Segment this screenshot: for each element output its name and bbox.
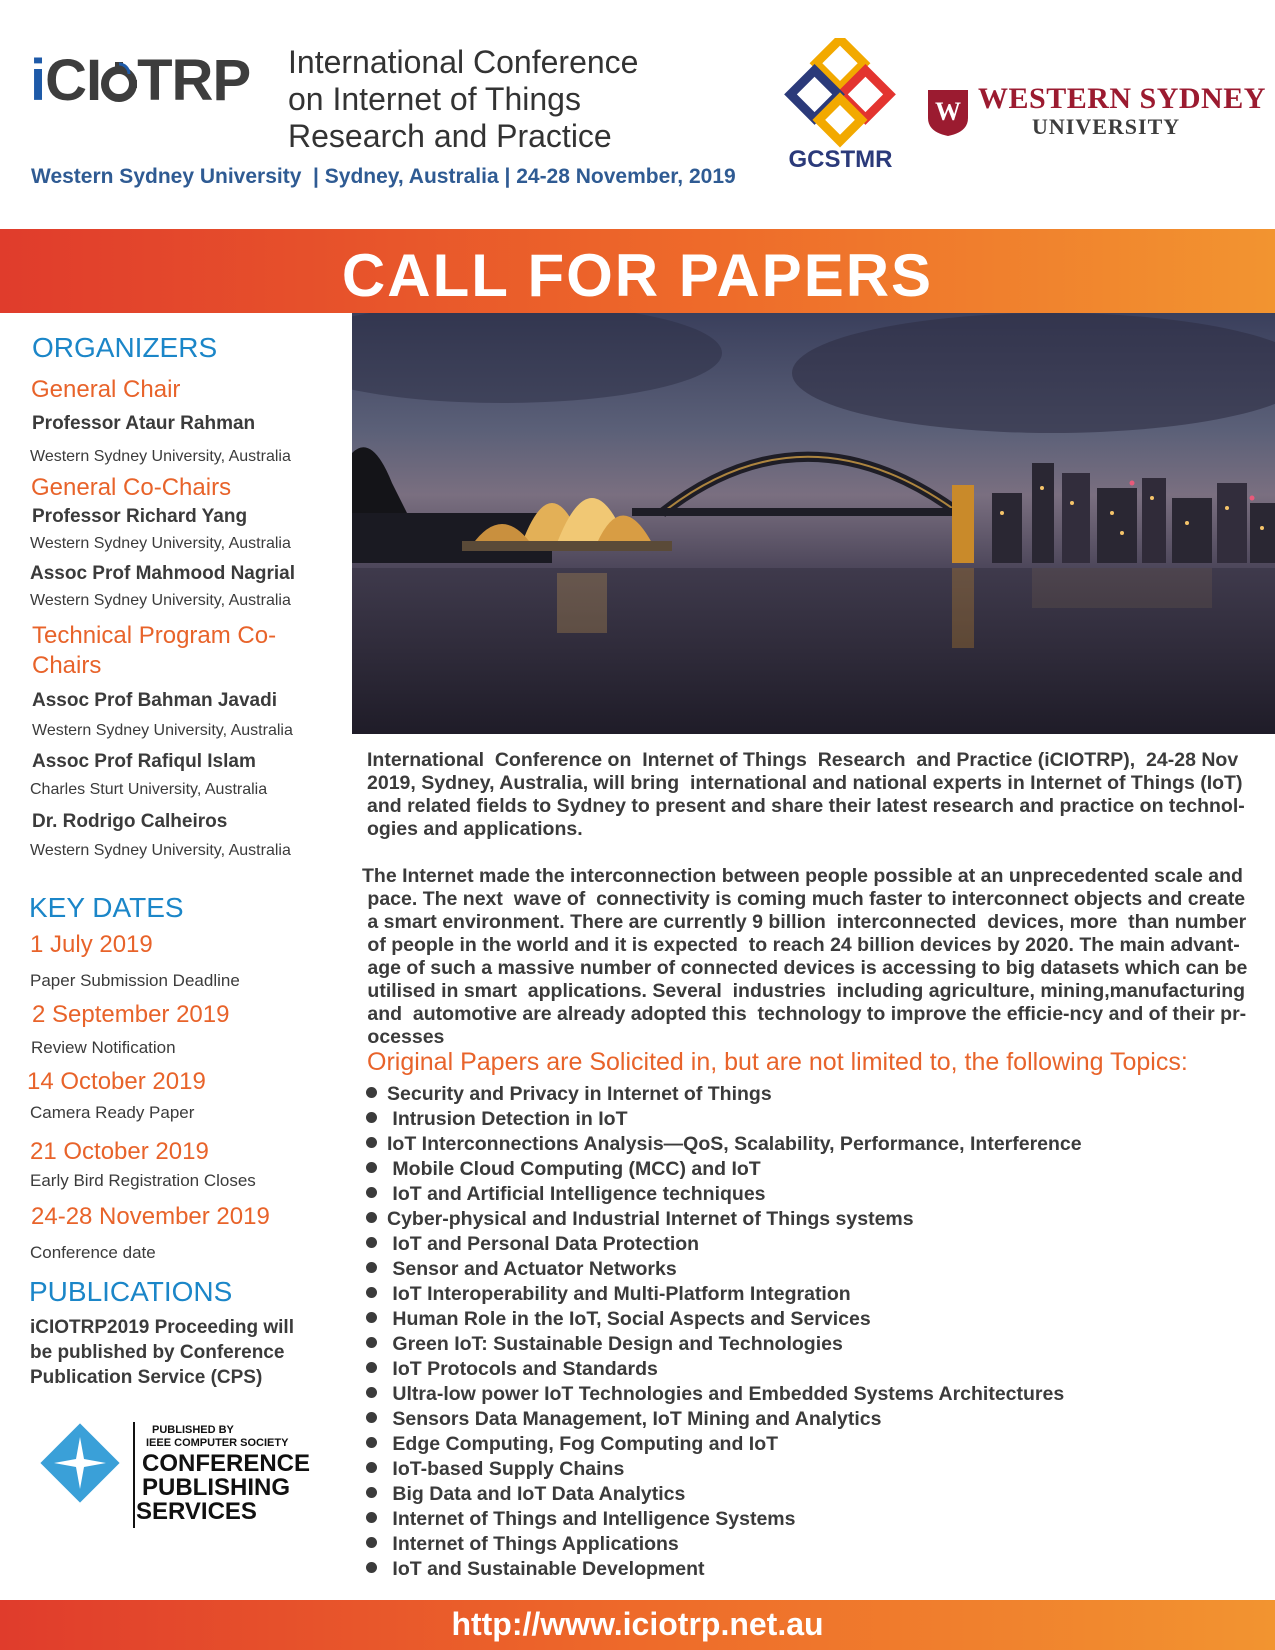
publications-line: iCIOTRP2019 Proceeding will [30, 1317, 294, 1338]
topic-item [366, 1333, 1082, 1358]
bullet-icon [366, 1562, 377, 1573]
conference-title-line1: International Conference [288, 44, 639, 80]
bullet-icon [366, 1162, 377, 1173]
topic-text: Cyber-physical and Industrial Internet of Things systems [387, 1208, 914, 1230]
body-line: pace. The next wave of connectivity is coming much faster to interconnect objects and create [362, 888, 1246, 910]
topics-list [366, 1083, 1082, 1583]
co-chairs-label: General Co-Chairs [31, 474, 232, 501]
key-date-desc: Conference date [30, 1243, 156, 1262]
key-date-desc: Camera Ready Paper [30, 1103, 195, 1122]
topic-text: Internet of Things Applications [387, 1533, 679, 1555]
key-date-desc: Review Notification [31, 1038, 176, 1057]
key-date: 1 July 2019 [30, 931, 153, 958]
topics-heading: Original Papers are Solicited in, but are not limited to, the following Topics: [367, 1048, 1188, 1076]
bullet-icon [366, 1412, 377, 1423]
cps-big-line: SERVICES [136, 1498, 257, 1525]
topic-item [366, 1208, 1082, 1233]
cps-divider [133, 1422, 135, 1528]
conference-url-link[interactable]: http://www.iciotrp.net.au [451, 1606, 824, 1642]
bullet-icon [366, 1537, 377, 1548]
bullet-icon [366, 1487, 377, 1498]
topic-text: IoT and Artificial Intelligence techniques [387, 1183, 766, 1205]
topic-item [366, 1233, 1082, 1258]
topic-text: Human Role in the IoT, Social Aspects and Services [387, 1308, 871, 1330]
topic-item [366, 1108, 1082, 1133]
topic-item [366, 1433, 1082, 1458]
key-date-desc: Paper Submission Deadline [30, 971, 240, 990]
publications-line: be published by Conference [30, 1342, 285, 1363]
conference-title [288, 44, 638, 155]
topic-item [366, 1483, 1082, 1508]
tpc-affil: Charles Sturt University, Australia [30, 781, 268, 798]
topic-text: Intrusion Detection in IoT [387, 1108, 628, 1130]
bullet-icon [366, 1112, 377, 1123]
topic-text: Green IoT: Sustainable Design and Technologies [387, 1333, 843, 1355]
body-line: a smart environment. There are currently 9 billion interconnected devices, more than number [362, 911, 1247, 933]
topic-text: IoT and Sustainable Development [387, 1558, 705, 1580]
university-name: WESTERN SYDNEY [978, 82, 1266, 115]
publications-heading: PUBLICATIONS [29, 1276, 233, 1307]
topic-item [366, 1508, 1082, 1533]
gcstmr-label: GCSTMR [788, 146, 893, 173]
topic-text: Internet of Things and Intelligence Systems [387, 1508, 796, 1530]
svg-text:W: W [935, 97, 961, 126]
tpc-affil: Western Sydney University, Australia [32, 722, 293, 739]
cps-big-line: PUBLISHING [142, 1474, 291, 1501]
body-line: and automotive are already adopted this technology to improve the efficie-ncy and of their pr- [362, 1003, 1247, 1025]
topic-text: IoT Protocols and Standards [387, 1358, 658, 1380]
topic-item [366, 1283, 1082, 1308]
topic-item [366, 1383, 1082, 1408]
key-date-desc: Early Bird Registration Closes [30, 1171, 256, 1190]
general-chair-label: General Chair [31, 376, 181, 403]
topic-text: IoT Interconnections Analysis—QoS, Scalability, Performance, Interference [387, 1133, 1082, 1155]
bullet-icon [366, 1437, 377, 1448]
topic-text: Mobile Cloud Computing (MCC) and IoT [387, 1158, 761, 1180]
body-paragraph [362, 865, 1247, 1049]
logo-letters-trp: TRP [137, 48, 251, 113]
general-chair-affil: Western Sydney University, Australia [30, 448, 291, 465]
topic-item [366, 1183, 1082, 1208]
tpc-name: Assoc Prof Bahman Javadi [32, 690, 277, 711]
key-date: 21 October 2019 [30, 1138, 209, 1165]
logo-letters-ci: CI [45, 48, 102, 113]
tpc-label-line2: Chairs [32, 652, 102, 679]
bullet-icon [366, 1262, 377, 1273]
co-chair-affil: Western Sydney University, Australia [30, 592, 291, 609]
topic-text: Edge Computing, Fog Computing and IoT [387, 1433, 779, 1455]
bullet-icon [366, 1512, 377, 1523]
body-line: The Internet made the interconnection between people possible at an unprecedented scale and [362, 865, 1243, 887]
topic-text: Sensors Data Management, IoT Mining and Analytics [387, 1408, 882, 1430]
intro-line: and related fields to Sydney to present and share their latest research and practice on technol- [367, 795, 1245, 817]
topic-item [366, 1408, 1082, 1433]
intro-paragraph [367, 749, 1245, 841]
bullet-icon [366, 1387, 377, 1398]
bullet-icon [366, 1137, 377, 1148]
topic-item [366, 1258, 1082, 1283]
tpc-affil: Western Sydney University, Australia [30, 842, 291, 859]
bullet-icon [366, 1237, 377, 1248]
banner-title: CALL FOR PAPERS [341, 242, 934, 309]
topic-item [366, 1158, 1082, 1183]
cps-star-logo [40, 1423, 120, 1503]
page-footer [0, 1600, 1275, 1650]
topic-item [366, 1133, 1082, 1158]
topic-text: Sensor and Actuator Networks [387, 1258, 677, 1280]
cps-small-line: PUBLISHED BY [152, 1424, 234, 1436]
topic-item [366, 1458, 1082, 1483]
tpc-label-line1: Technical Program Co- [32, 622, 277, 649]
co-chair-name: Professor Richard Yang [32, 506, 248, 527]
cps-published-by [146, 1424, 289, 1450]
bullet-icon [366, 1287, 377, 1298]
body-line: of people in the world and it is expected to reach 24 billion devices by 2020. The main advant- [362, 934, 1240, 956]
co-chair-name: Assoc Prof Mahmood Nagrial [30, 563, 295, 584]
topic-text: Ultra-low power IoT Technologies and Embedded Systems Architectures [387, 1383, 1065, 1405]
key-date: 14 October 2019 [27, 1068, 206, 1095]
body-line: age of such a massive number of connected devices is accessing to big datasets which can be [362, 957, 1248, 979]
wsu-shield-icon [928, 90, 968, 136]
bullet-icon [366, 1337, 377, 1348]
conference-title-line2: on Internet of Things [288, 81, 581, 117]
bullet-icon [366, 1362, 377, 1373]
bullet-icon [366, 1187, 377, 1198]
intro-line: International Conference on Internet of Things Research and Practice (iCIOTRP), 24-28 Nov [367, 749, 1239, 771]
key-date: 24-28 November 2019 [31, 1203, 270, 1230]
topic-text: IoT-based Supply Chains [387, 1458, 625, 1480]
bullet-icon [366, 1087, 377, 1098]
page-header [0, 0, 1275, 228]
bullet-icon [366, 1212, 377, 1223]
general-chair-name: Professor Ataur Rahman [32, 413, 256, 434]
logo-letter-i: i [30, 48, 46, 113]
university-sub: UNIVERSITY [1032, 114, 1181, 139]
publications-line: Publication Service (CPS) [30, 1367, 263, 1388]
key-dates-heading: KEY DATES [29, 892, 184, 923]
tpc-name: Dr. Rodrigo Calheiros [32, 811, 228, 832]
topic-text: IoT Interoperability and Multi-Platform Integration [387, 1283, 851, 1305]
intro-line: ogies and applications. [367, 818, 583, 840]
intro-line: 2019, Sydney, Australia, will bring international and national experts in Internet of Things (IoT) [367, 772, 1243, 794]
conference-subtitle: Western Sydney University | Sydney, Australia | 24-28 November, 2019 [31, 165, 736, 188]
gear-icon [101, 56, 137, 100]
body-line: ocesses [362, 1026, 445, 1048]
key-date: 2 September 2019 [32, 1001, 230, 1028]
topic-item [366, 1558, 1082, 1583]
conference-title-line3: Research and Practice [288, 118, 612, 154]
bullet-icon [366, 1312, 377, 1323]
body-line: utilised in smart applications. Several industries including agriculture, mining,manufacturing [362, 980, 1246, 1002]
topic-text: Big Data and IoT Data Analytics [387, 1483, 686, 1505]
topic-item [366, 1083, 1082, 1108]
publications-text [30, 1315, 330, 1390]
cps-name [136, 1450, 311, 1525]
organizers-heading: ORGANIZERS [32, 332, 218, 363]
cps-big-line: CONFERENCE [142, 1450, 311, 1477]
cps-small-line: IEEE COMPUTER SOCIETY [146, 1437, 289, 1449]
tpc-name: Assoc Prof Rafiqul Islam [32, 751, 256, 772]
sydney-harbour-photo [352, 313, 1275, 734]
topic-item [366, 1308, 1082, 1333]
topic-item [366, 1533, 1082, 1558]
topic-text: IoT and Personal Data Protection [387, 1233, 700, 1255]
call-for-papers-banner [0, 229, 1275, 313]
iciotrp-logo [30, 48, 251, 113]
topic-text: Security and Privacy in Internet of Things [387, 1083, 772, 1105]
bullet-icon [366, 1462, 377, 1473]
topic-item [366, 1358, 1082, 1383]
co-chair-affil: Western Sydney University, Australia [30, 535, 291, 552]
